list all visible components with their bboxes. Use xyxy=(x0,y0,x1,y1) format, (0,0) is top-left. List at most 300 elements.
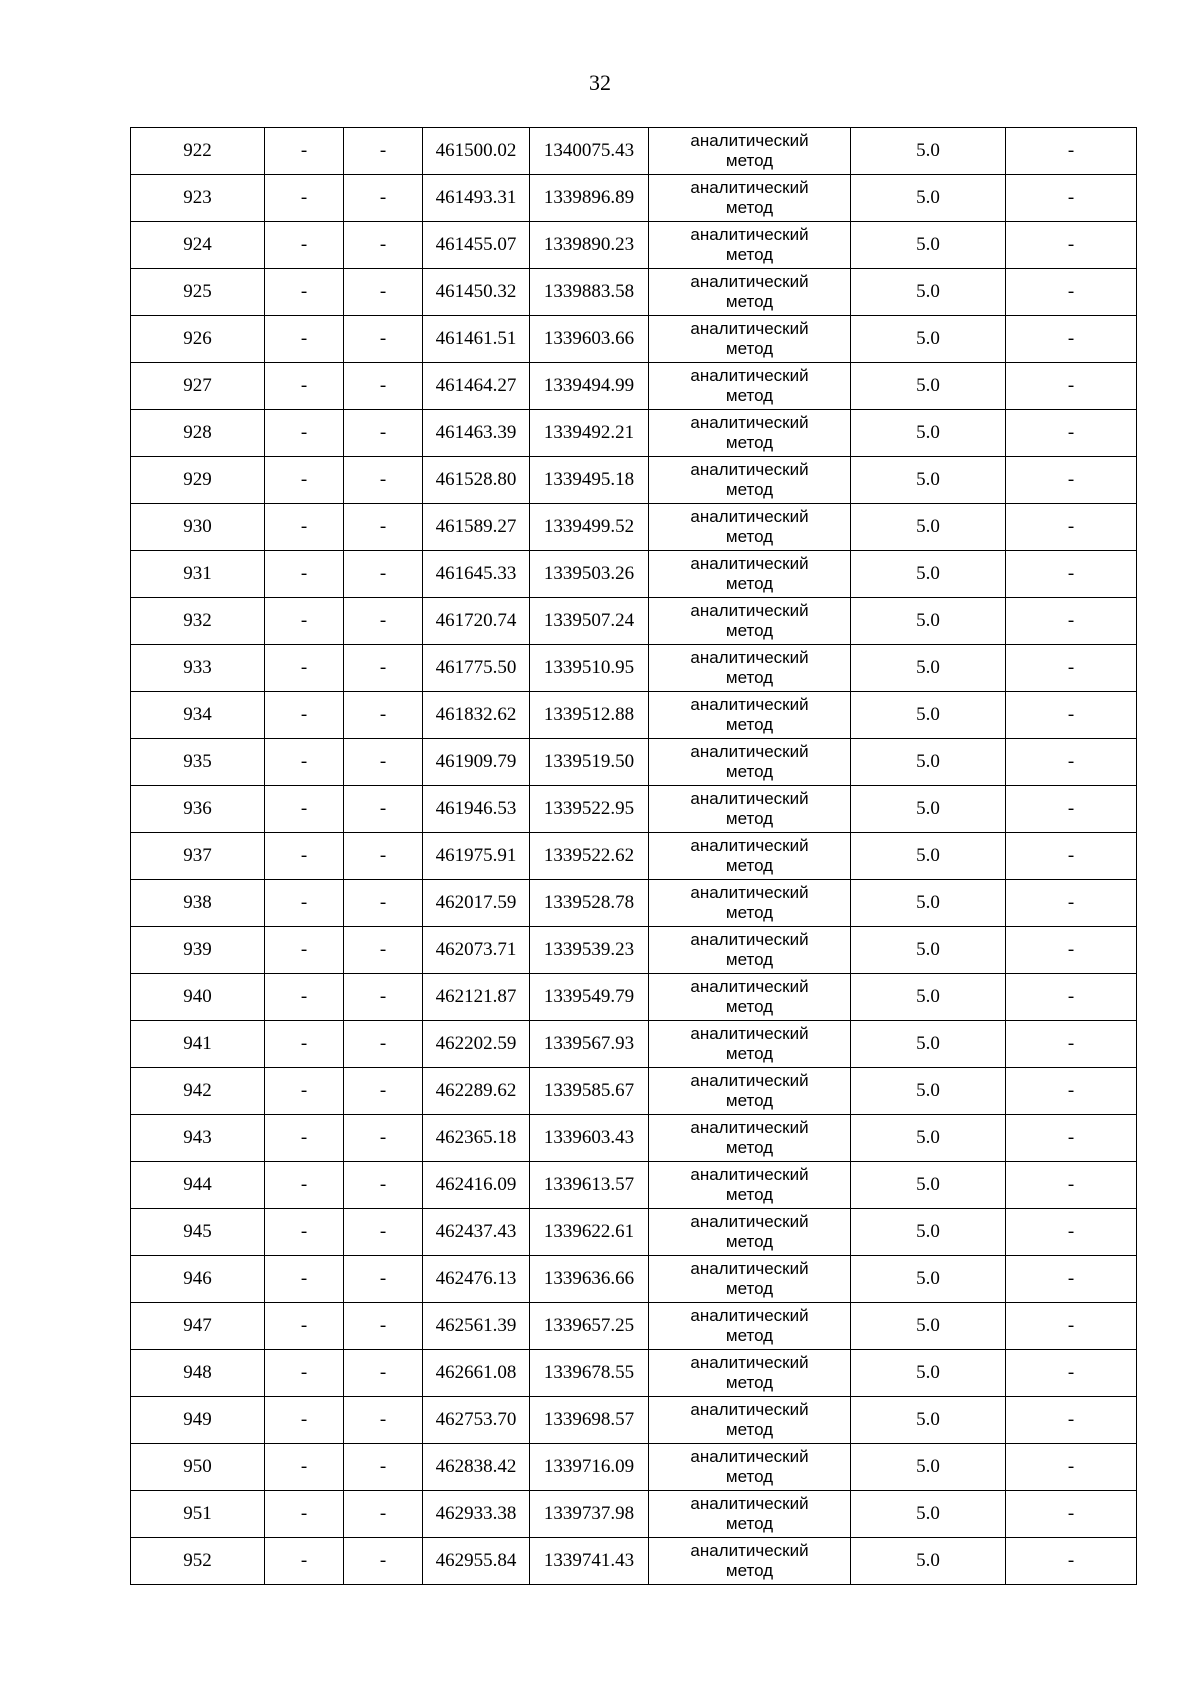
dash-cell: - xyxy=(344,645,423,692)
y-coordinate-cell: 1339539.23 xyxy=(530,927,649,974)
y-coordinate-cell: 1339522.95 xyxy=(530,786,649,833)
dash-cell: - xyxy=(344,880,423,927)
method-cell xyxy=(649,1538,851,1585)
dash-cell: - xyxy=(1006,175,1137,222)
accuracy-cell: 5.0 xyxy=(851,316,1006,363)
dash-cell: - xyxy=(265,739,344,786)
dash-cell: - xyxy=(344,1209,423,1256)
accuracy-cell: 5.0 xyxy=(851,598,1006,645)
x-coordinate-cell: 462365.18 xyxy=(423,1115,530,1162)
table-row xyxy=(131,1115,1137,1162)
dash-cell: - xyxy=(344,1256,423,1303)
accuracy-cell: 5.0 xyxy=(851,1068,1006,1115)
y-coordinate-cell: 1339890.23 xyxy=(530,222,649,269)
method-line-2: метод xyxy=(725,1185,774,1204)
point-number-cell: 929 xyxy=(131,457,265,504)
method-line-2: метод xyxy=(725,809,774,828)
dash-cell: - xyxy=(265,692,344,739)
point-number-cell: 933 xyxy=(131,645,265,692)
table-row xyxy=(131,410,1137,457)
table-row xyxy=(131,457,1137,504)
method-cell xyxy=(649,1256,851,1303)
x-coordinate-cell: 462933.38 xyxy=(423,1491,530,1538)
method-line-1: аналитический xyxy=(690,1494,809,1513)
method-line-2: метод xyxy=(725,856,774,875)
table-row xyxy=(131,1256,1137,1303)
y-coordinate-cell: 1339492.21 xyxy=(530,410,649,457)
method-line-1: аналитический xyxy=(690,1024,809,1043)
point-number-cell: 938 xyxy=(131,880,265,927)
method-line-1: аналитический xyxy=(690,272,809,291)
method-cell xyxy=(649,457,851,504)
method-cell xyxy=(649,1444,851,1491)
y-coordinate-cell: 1339741.43 xyxy=(530,1538,649,1585)
x-coordinate-cell: 461464.27 xyxy=(423,363,530,410)
dash-cell: - xyxy=(1006,551,1137,598)
dash-cell: - xyxy=(344,1021,423,1068)
accuracy-cell: 5.0 xyxy=(851,457,1006,504)
method-cell xyxy=(649,175,851,222)
dash-cell: - xyxy=(265,1538,344,1585)
method-line-1: аналитический xyxy=(690,1353,809,1372)
dash-cell: - xyxy=(344,128,423,175)
method-line-1: аналитический xyxy=(690,1259,809,1278)
dash-cell: - xyxy=(1006,128,1137,175)
method-line-1: аналитический xyxy=(690,178,809,197)
dash-cell: - xyxy=(1006,1256,1137,1303)
dash-cell: - xyxy=(265,1256,344,1303)
method-line-1: аналитический xyxy=(690,742,809,761)
point-number-cell: 934 xyxy=(131,692,265,739)
method-line-1: аналитический xyxy=(690,601,809,620)
dash-cell: - xyxy=(265,1162,344,1209)
dash-cell: - xyxy=(1006,222,1137,269)
method-cell xyxy=(649,128,851,175)
method-line-2: метод xyxy=(725,715,774,734)
dash-cell: - xyxy=(344,363,423,410)
method-line-2: метод xyxy=(725,198,774,217)
table-row xyxy=(131,1444,1137,1491)
x-coordinate-cell: 461832.62 xyxy=(423,692,530,739)
table-row xyxy=(131,1538,1137,1585)
x-coordinate-cell: 462838.42 xyxy=(423,1444,530,1491)
accuracy-cell: 5.0 xyxy=(851,363,1006,410)
y-coordinate-cell: 1339503.26 xyxy=(530,551,649,598)
method-line-2: метод xyxy=(725,1138,774,1157)
dash-cell: - xyxy=(1006,1350,1137,1397)
dash-cell: - xyxy=(265,1491,344,1538)
method-line-1: аналитический xyxy=(690,1165,809,1184)
method-line-2: метод xyxy=(725,1373,774,1392)
dash-cell: - xyxy=(344,410,423,457)
method-line-1: аналитический xyxy=(690,1400,809,1419)
method-cell xyxy=(649,222,851,269)
x-coordinate-cell: 461455.07 xyxy=(423,222,530,269)
method-line-1: аналитический xyxy=(690,1071,809,1090)
accuracy-cell: 5.0 xyxy=(851,1115,1006,1162)
accuracy-cell: 5.0 xyxy=(851,269,1006,316)
method-cell xyxy=(649,692,851,739)
method-cell xyxy=(649,645,851,692)
method-line-1: аналитический xyxy=(690,648,809,667)
table-row xyxy=(131,786,1137,833)
point-number-cell: 935 xyxy=(131,739,265,786)
x-coordinate-cell: 462955.84 xyxy=(423,1538,530,1585)
point-number-cell: 928 xyxy=(131,410,265,457)
dash-cell: - xyxy=(1006,645,1137,692)
dash-cell: - xyxy=(1006,1397,1137,1444)
method-line-1: аналитический xyxy=(690,789,809,808)
y-coordinate-cell: 1339636.66 xyxy=(530,1256,649,1303)
x-coordinate-cell: 462289.62 xyxy=(423,1068,530,1115)
point-number-cell: 945 xyxy=(131,1209,265,1256)
y-coordinate-cell: 1339522.62 xyxy=(530,833,649,880)
x-coordinate-cell: 461946.53 xyxy=(423,786,530,833)
dash-cell: - xyxy=(265,1021,344,1068)
y-coordinate-cell: 1339737.98 xyxy=(530,1491,649,1538)
dash-cell: - xyxy=(1006,1068,1137,1115)
point-number-cell: 924 xyxy=(131,222,265,269)
method-line-2: метод xyxy=(725,151,774,170)
method-line-2: метод xyxy=(725,1514,774,1533)
accuracy-cell: 5.0 xyxy=(851,880,1006,927)
dash-cell: - xyxy=(344,504,423,551)
method-line-2: метод xyxy=(725,668,774,687)
dash-cell: - xyxy=(1006,1444,1137,1491)
table-row xyxy=(131,1209,1137,1256)
dash-cell: - xyxy=(265,410,344,457)
x-coordinate-cell: 462476.13 xyxy=(423,1256,530,1303)
dash-cell: - xyxy=(265,457,344,504)
accuracy-cell: 5.0 xyxy=(851,1397,1006,1444)
point-number-cell: 939 xyxy=(131,927,265,974)
method-line-1: аналитический xyxy=(690,1447,809,1466)
accuracy-cell: 5.0 xyxy=(851,1444,1006,1491)
dash-cell: - xyxy=(265,128,344,175)
dash-cell: - xyxy=(265,1115,344,1162)
accuracy-cell: 5.0 xyxy=(851,833,1006,880)
dash-cell: - xyxy=(265,645,344,692)
dash-cell: - xyxy=(1006,316,1137,363)
method-line-2: метод xyxy=(725,1467,774,1486)
dash-cell: - xyxy=(265,363,344,410)
method-line-2: метод xyxy=(725,480,774,499)
accuracy-cell: 5.0 xyxy=(851,645,1006,692)
table-row xyxy=(131,927,1137,974)
dash-cell: - xyxy=(344,786,423,833)
point-number-cell: 947 xyxy=(131,1303,265,1350)
table-row xyxy=(131,1397,1137,1444)
method-cell xyxy=(649,927,851,974)
accuracy-cell: 5.0 xyxy=(851,128,1006,175)
method-line-1: аналитический xyxy=(690,507,809,526)
method-cell xyxy=(649,1303,851,1350)
point-number-cell: 946 xyxy=(131,1256,265,1303)
dash-cell: - xyxy=(344,1538,423,1585)
dash-cell: - xyxy=(265,833,344,880)
method-line-1: аналитический xyxy=(690,1541,809,1560)
x-coordinate-cell: 462121.87 xyxy=(423,974,530,1021)
y-coordinate-cell: 1339716.09 xyxy=(530,1444,649,1491)
method-cell xyxy=(649,1397,851,1444)
dash-cell: - xyxy=(1006,457,1137,504)
dash-cell: - xyxy=(344,269,423,316)
dash-cell: - xyxy=(344,1350,423,1397)
dash-cell: - xyxy=(1006,410,1137,457)
point-number-cell: 931 xyxy=(131,551,265,598)
x-coordinate-cell: 461775.50 xyxy=(423,645,530,692)
y-coordinate-cell: 1339499.52 xyxy=(530,504,649,551)
table-row xyxy=(131,974,1137,1021)
accuracy-cell: 5.0 xyxy=(851,1162,1006,1209)
x-coordinate-cell: 461975.91 xyxy=(423,833,530,880)
dash-cell: - xyxy=(1006,1115,1137,1162)
method-cell xyxy=(649,1491,851,1538)
point-number-cell: 927 xyxy=(131,363,265,410)
dash-cell: - xyxy=(265,504,344,551)
method-line-1: аналитический xyxy=(690,883,809,902)
accuracy-cell: 5.0 xyxy=(851,1021,1006,1068)
dash-cell: - xyxy=(1006,1021,1137,1068)
table-row xyxy=(131,645,1137,692)
dash-cell: - xyxy=(265,316,344,363)
dash-cell: - xyxy=(344,692,423,739)
table-row xyxy=(131,504,1137,551)
method-cell xyxy=(649,1115,851,1162)
table-row xyxy=(131,269,1137,316)
accuracy-cell: 5.0 xyxy=(851,927,1006,974)
x-coordinate-cell: 461645.33 xyxy=(423,551,530,598)
dash-cell: - xyxy=(265,1397,344,1444)
y-coordinate-cell: 1339896.89 xyxy=(530,175,649,222)
accuracy-cell: 5.0 xyxy=(851,1256,1006,1303)
method-line-2: метод xyxy=(725,1420,774,1439)
method-cell xyxy=(649,1021,851,1068)
accuracy-cell: 5.0 xyxy=(851,739,1006,786)
table-row xyxy=(131,1068,1137,1115)
method-line-2: метод xyxy=(725,903,774,922)
dash-cell: - xyxy=(1006,786,1137,833)
dash-cell: - xyxy=(344,1068,423,1115)
y-coordinate-cell: 1339549.79 xyxy=(530,974,649,1021)
point-number-cell: 923 xyxy=(131,175,265,222)
accuracy-cell: 5.0 xyxy=(851,1303,1006,1350)
dash-cell: - xyxy=(1006,927,1137,974)
method-line-2: метод xyxy=(725,762,774,781)
point-number-cell: 926 xyxy=(131,316,265,363)
dash-cell: - xyxy=(1006,739,1137,786)
method-line-1: аналитический xyxy=(690,225,809,244)
page-number: 32 xyxy=(589,70,611,95)
accuracy-cell: 5.0 xyxy=(851,551,1006,598)
y-coordinate-cell: 1339507.24 xyxy=(530,598,649,645)
dash-cell: - xyxy=(344,833,423,880)
method-line-2: метод xyxy=(725,245,774,264)
y-coordinate-cell: 1339585.67 xyxy=(530,1068,649,1115)
table-row xyxy=(131,692,1137,739)
dash-cell: - xyxy=(265,551,344,598)
dash-cell: - xyxy=(344,457,423,504)
table-body xyxy=(131,128,1137,1585)
x-coordinate-cell: 461720.74 xyxy=(423,598,530,645)
dash-cell: - xyxy=(344,1115,423,1162)
method-cell xyxy=(649,598,851,645)
point-number-cell: 930 xyxy=(131,504,265,551)
y-coordinate-cell: 1339567.93 xyxy=(530,1021,649,1068)
x-coordinate-cell: 461463.39 xyxy=(423,410,530,457)
table-row xyxy=(131,363,1137,410)
table-row xyxy=(131,1350,1137,1397)
dash-cell: - xyxy=(344,222,423,269)
point-number-cell: 950 xyxy=(131,1444,265,1491)
dash-cell: - xyxy=(1006,1303,1137,1350)
x-coordinate-cell: 461528.80 xyxy=(423,457,530,504)
x-coordinate-cell: 461909.79 xyxy=(423,739,530,786)
method-line-1: аналитический xyxy=(690,319,809,338)
dash-cell: - xyxy=(1006,1491,1137,1538)
x-coordinate-cell: 462073.71 xyxy=(423,927,530,974)
dash-cell: - xyxy=(344,739,423,786)
method-line-2: метод xyxy=(725,1279,774,1298)
table-row xyxy=(131,1162,1137,1209)
point-number-cell: 951 xyxy=(131,1491,265,1538)
method-cell xyxy=(649,974,851,1021)
dash-cell: - xyxy=(344,551,423,598)
accuracy-cell: 5.0 xyxy=(851,1209,1006,1256)
y-coordinate-cell: 1339603.43 xyxy=(530,1115,649,1162)
y-coordinate-cell: 1339510.95 xyxy=(530,645,649,692)
dash-cell: - xyxy=(344,1491,423,1538)
method-line-1: аналитический xyxy=(690,1212,809,1231)
method-cell xyxy=(649,363,851,410)
dash-cell: - xyxy=(265,1444,344,1491)
dash-cell: - xyxy=(344,1162,423,1209)
accuracy-cell: 5.0 xyxy=(851,1491,1006,1538)
dash-cell: - xyxy=(265,927,344,974)
point-number-cell: 922 xyxy=(131,128,265,175)
table-row xyxy=(131,175,1137,222)
x-coordinate-cell: 461450.32 xyxy=(423,269,530,316)
table-row xyxy=(131,1491,1137,1538)
method-cell xyxy=(649,1162,851,1209)
method-line-1: аналитический xyxy=(690,1118,809,1137)
dash-cell: - xyxy=(344,1444,423,1491)
dash-cell: - xyxy=(265,269,344,316)
x-coordinate-cell: 462753.70 xyxy=(423,1397,530,1444)
table-row xyxy=(131,833,1137,880)
accuracy-cell: 5.0 xyxy=(851,410,1006,457)
method-line-2: метод xyxy=(725,574,774,593)
table-row xyxy=(131,739,1137,786)
y-coordinate-cell: 1339528.78 xyxy=(530,880,649,927)
method-line-2: метод xyxy=(725,433,774,452)
dash-cell: - xyxy=(265,1303,344,1350)
accuracy-cell: 5.0 xyxy=(851,786,1006,833)
method-line-2: метод xyxy=(725,1561,774,1580)
point-number-cell: 952 xyxy=(131,1538,265,1585)
y-coordinate-cell: 1339883.58 xyxy=(530,269,649,316)
method-line-1: аналитический xyxy=(690,460,809,479)
x-coordinate-cell: 462202.59 xyxy=(423,1021,530,1068)
table-row xyxy=(131,128,1137,175)
dash-cell: - xyxy=(265,974,344,1021)
method-cell xyxy=(649,316,851,363)
method-cell xyxy=(649,880,851,927)
method-line-2: метод xyxy=(725,1091,774,1110)
y-coordinate-cell: 1339494.99 xyxy=(530,363,649,410)
accuracy-cell: 5.0 xyxy=(851,974,1006,1021)
method-cell xyxy=(649,551,851,598)
method-line-2: метод xyxy=(725,1232,774,1251)
dash-cell: - xyxy=(265,598,344,645)
method-cell xyxy=(649,410,851,457)
method-line-1: аналитический xyxy=(690,977,809,996)
y-coordinate-cell: 1339657.25 xyxy=(530,1303,649,1350)
point-number-cell: 936 xyxy=(131,786,265,833)
method-line-2: метод xyxy=(725,292,774,311)
table-row xyxy=(131,1303,1137,1350)
method-line-2: метод xyxy=(725,339,774,358)
accuracy-cell: 5.0 xyxy=(851,1350,1006,1397)
dash-cell: - xyxy=(344,927,423,974)
method-cell xyxy=(649,786,851,833)
method-cell xyxy=(649,833,851,880)
y-coordinate-cell: 1339678.55 xyxy=(530,1350,649,1397)
method-line-2: метод xyxy=(725,997,774,1016)
method-line-1: аналитический xyxy=(690,836,809,855)
dash-cell: - xyxy=(265,880,344,927)
dash-cell: - xyxy=(1006,269,1137,316)
x-coordinate-cell: 462561.39 xyxy=(423,1303,530,1350)
method-line-2: метод xyxy=(725,386,774,405)
method-line-1: аналитический xyxy=(690,131,809,150)
dash-cell: - xyxy=(265,1350,344,1397)
dash-cell: - xyxy=(265,175,344,222)
dash-cell: - xyxy=(1006,692,1137,739)
dash-cell: - xyxy=(265,786,344,833)
x-coordinate-cell: 461589.27 xyxy=(423,504,530,551)
point-number-cell: 940 xyxy=(131,974,265,1021)
method-line-1: аналитический xyxy=(690,930,809,949)
x-coordinate-cell: 462661.08 xyxy=(423,1350,530,1397)
method-line-2: метод xyxy=(725,527,774,546)
table-row xyxy=(131,598,1137,645)
y-coordinate-cell: 1339519.50 xyxy=(530,739,649,786)
point-number-cell: 942 xyxy=(131,1068,265,1115)
method-cell xyxy=(649,269,851,316)
point-number-cell: 925 xyxy=(131,269,265,316)
dash-cell: - xyxy=(344,316,423,363)
y-coordinate-cell: 1339622.61 xyxy=(530,1209,649,1256)
dash-cell: - xyxy=(265,1209,344,1256)
point-number-cell: 941 xyxy=(131,1021,265,1068)
dash-cell: - xyxy=(1006,504,1137,551)
accuracy-cell: 5.0 xyxy=(851,504,1006,551)
method-line-2: метод xyxy=(725,1044,774,1063)
accuracy-cell: 5.0 xyxy=(851,1538,1006,1585)
y-coordinate-cell: 1339698.57 xyxy=(530,1397,649,1444)
y-coordinate-cell: 1339613.57 xyxy=(530,1162,649,1209)
dash-cell: - xyxy=(1006,1162,1137,1209)
method-line-1: аналитический xyxy=(690,366,809,385)
x-coordinate-cell: 462437.43 xyxy=(423,1209,530,1256)
dash-cell: - xyxy=(344,1303,423,1350)
method-line-1: аналитический xyxy=(690,1306,809,1325)
method-line-2: метод xyxy=(725,950,774,969)
dash-cell: - xyxy=(344,598,423,645)
dash-cell: - xyxy=(1006,1209,1137,1256)
dash-cell: - xyxy=(1006,833,1137,880)
